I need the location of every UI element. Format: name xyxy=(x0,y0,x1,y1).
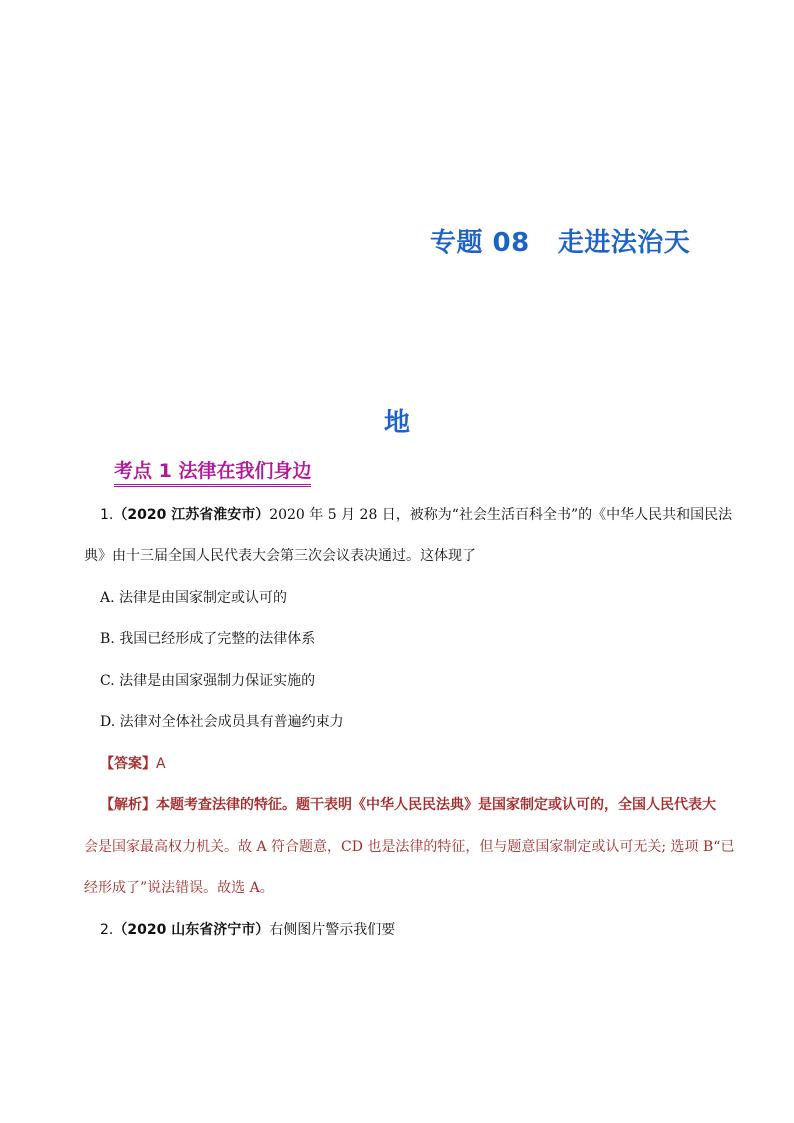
question-1-option-c: C. 法律是由国家强制力保证实施的 xyxy=(100,673,316,689)
answer-value: A xyxy=(156,756,166,772)
question-1-option-a: A. 法律是由国家制定或认可的 xyxy=(100,590,288,606)
question-1-source: （2020 江苏省淮安市） xyxy=(113,507,270,523)
topic-number: 专题 08 xyxy=(430,228,530,258)
question-1-option-b: B. 我国已经形成了完整的法律体系 xyxy=(100,631,316,647)
analysis-text-1: 本题考查法律的特征。题干表明《中华人民民法典》是国家制定或认可的，全国人民代表大 xyxy=(156,797,716,813)
topic-name: 走进法治天 xyxy=(557,228,691,258)
analysis-line-2: 会是国家最高权力机关。故 A 符合题意，CD 也是法律的特征，但与题意国家制定或认可无关; 选项 B“已 xyxy=(84,839,735,855)
question-2-source: （2020 山东省济宁市） xyxy=(113,922,270,938)
question-1-line-1 xyxy=(100,504,732,524)
question-1-number: 1. xyxy=(100,507,114,523)
answer-label: 【答案】 xyxy=(100,756,156,772)
question-1-option-d: D. 法律对全体社会成员具有普遍约束力 xyxy=(100,714,344,730)
question-1-answer xyxy=(100,753,166,773)
topic-title xyxy=(430,222,690,259)
question-1-line-2: 典》由十三届全国人民代表大会第三次会议表决通过。这体现了 xyxy=(84,548,476,564)
topic-title-continuation: 地 xyxy=(383,408,410,438)
question-1-stem-1: 2020 年 5 月 28 日，被称为“社会生活百科全书”的《中华人民共和国民法 xyxy=(269,507,733,523)
question-2-number: 2. xyxy=(100,922,114,938)
analysis-line-1 xyxy=(100,794,716,814)
section-heading: 考点 1 法律在我们身边 xyxy=(114,456,311,487)
question-2-stem: 右侧图片警示我们要 xyxy=(269,922,396,938)
analysis-label: 【解析】 xyxy=(100,797,156,813)
question-2-line-1 xyxy=(100,919,395,939)
analysis-line-3: 经形成了”说法错误。故选 A。 xyxy=(84,880,274,896)
